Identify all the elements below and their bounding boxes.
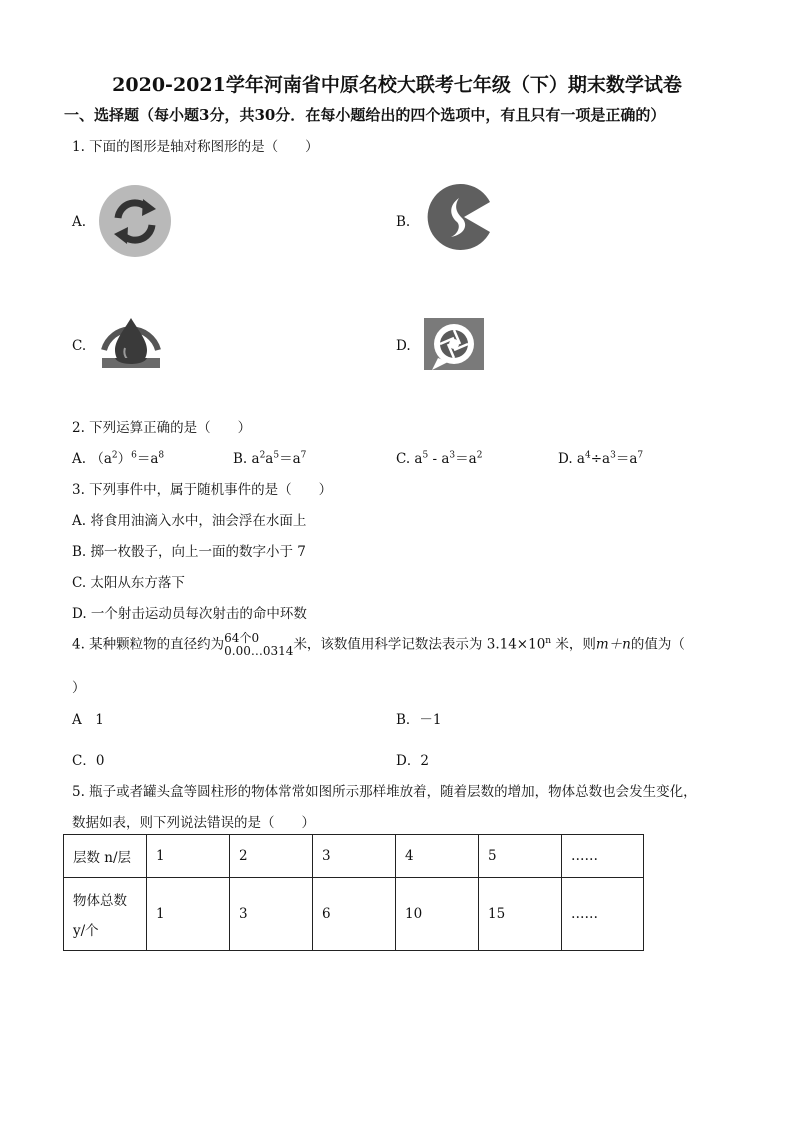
q2-c-exp3: 2 (476, 450, 483, 461)
table-cell: 10 (396, 878, 479, 951)
q2-d-base: D. a (558, 451, 585, 467)
q2-c-result: ＝a (455, 451, 477, 467)
q2-option-c[interactable] (396, 447, 482, 467)
data-table (63, 834, 644, 951)
q2-c-base: C. a (396, 451, 423, 467)
q2-d-exp2: 3 (610, 450, 616, 461)
q2-a-exp1: 2 (111, 450, 118, 461)
q2-d-exp1: 4 (584, 450, 591, 461)
q2-option-a[interactable] (72, 447, 164, 467)
q2-option-d[interactable] (558, 447, 643, 467)
table-cell: 3 (230, 878, 313, 951)
q2-b-exp1: 2 (259, 450, 266, 461)
q2-c-exp1: 5 (422, 450, 429, 461)
table-cell: 6 (313, 878, 396, 951)
recycle-icon (98, 180, 174, 262)
table-cell: …… (562, 835, 644, 878)
q2-d-mid: ÷a (590, 451, 611, 467)
table-header-line: y/个 (73, 923, 99, 939)
table-cell: 15 (479, 878, 562, 951)
q4-option-b[interactable]: B．－1 (396, 712, 442, 728)
table-cell: 1 (147, 835, 230, 878)
q4-zero-count-label: 64个0 (224, 631, 260, 645)
q2-d-exp3: 7 (637, 450, 644, 461)
q3-option-a[interactable]: A. 将食用油滴入水中，油会浮在水面上 (72, 513, 307, 529)
q2-a-exp3: 8 (158, 450, 165, 461)
table-cell: 1 (147, 878, 230, 951)
q5-stem-line1: 5. 瓶子或者罐头盒等圆柱形的物体常常如图所示那样堆放着，随着层数的增加，物体总数也会发生变化， (72, 784, 697, 800)
q4-fraction-number (224, 632, 293, 658)
table-header-cell: 层数 n/层 (64, 835, 147, 878)
q2-c-mid: - a (428, 451, 450, 467)
table-cell: 5 (479, 835, 562, 878)
water-drop-icon (98, 310, 164, 376)
table-cell: 4 (396, 835, 479, 878)
table-row (64, 878, 644, 951)
q4-exponent: n (545, 636, 552, 646)
q4-stem-post: 米，则 (551, 636, 596, 653)
q4-option-c[interactable]: C．0 (72, 753, 105, 769)
q2-b-exp3: 7 (300, 450, 307, 461)
q4-stem-wrap: ） (72, 680, 86, 696)
q3-stem: 3. 下列事件中，属于随机事件的是（ ） (72, 482, 333, 498)
q4-stem-end: 的值为（ (630, 636, 685, 653)
q2-a-base: A. （a (72, 451, 112, 467)
q2-b-exp2: 5 (273, 450, 280, 461)
q4-option-d[interactable]: D．2 (396, 753, 429, 769)
section-heading: 一、选择题（每小题3分，共30分．在每小题给出的四个选项中，有且只有一项是正确的） (64, 106, 666, 124)
q4-stem (72, 632, 685, 658)
q1-option-d-label[interactable]: D. (396, 338, 411, 354)
q2-d-result: ＝a (615, 451, 638, 467)
q2-b-mid: a (265, 451, 274, 467)
q1-option-c-label[interactable]: C. (72, 338, 87, 354)
q4-decimal-number: 0.00…0314 (224, 644, 294, 658)
q2-a-result: ＝a (136, 451, 159, 467)
q5-stem-line2: 数据如表，则下列说法错误的是（ ） (72, 815, 315, 831)
q2-a-paren: ） (117, 451, 132, 467)
page-title: 2020-2021学年河南省中原名校大联考七年级（下）期末数学试卷 (112, 74, 682, 96)
table-row (64, 835, 644, 878)
table-header-line: 物体总数 (73, 893, 127, 909)
flame-logo-icon (424, 182, 494, 252)
q2-a-exp2: 6 (131, 450, 137, 461)
table-cell: …… (562, 878, 644, 951)
q4-stem-pre: 4. 某种颗粒物的直径约为 (72, 636, 225, 653)
q2-b-base: B. a (233, 451, 260, 467)
q4-expression: m＋n (595, 636, 631, 653)
q2-c-exp2: 3 (449, 450, 456, 461)
q2-option-b[interactable] (233, 447, 306, 467)
q2-stem: 2. 下列运算正确的是（ ） (72, 420, 252, 436)
q1-option-b-label[interactable]: B. (396, 214, 411, 230)
q1-option-a-label[interactable]: A. (72, 214, 87, 230)
q3-option-b[interactable]: B. 掷一枚骰子，向上一面的数字小于 7 (72, 544, 306, 560)
table-header-cell (64, 878, 147, 951)
camera-shutter-icon (424, 318, 484, 372)
q2-b-result: ＝a (279, 451, 301, 467)
table-cell: 2 (230, 835, 313, 878)
q1-stem: 1. 下面的图形是轴对称图形的是（ ） (72, 139, 319, 155)
q3-option-d[interactable]: D. 一个射击运动员每次射击的命中环数 (72, 606, 307, 622)
q4-stem-mid: 米，该数值用科学记数法表示为 3.14×10 (293, 636, 546, 653)
q3-option-c[interactable]: C. 太阳从东方落下 (72, 575, 185, 591)
q4-option-a[interactable]: A 1 (72, 712, 104, 728)
table-cell: 3 (313, 835, 396, 878)
